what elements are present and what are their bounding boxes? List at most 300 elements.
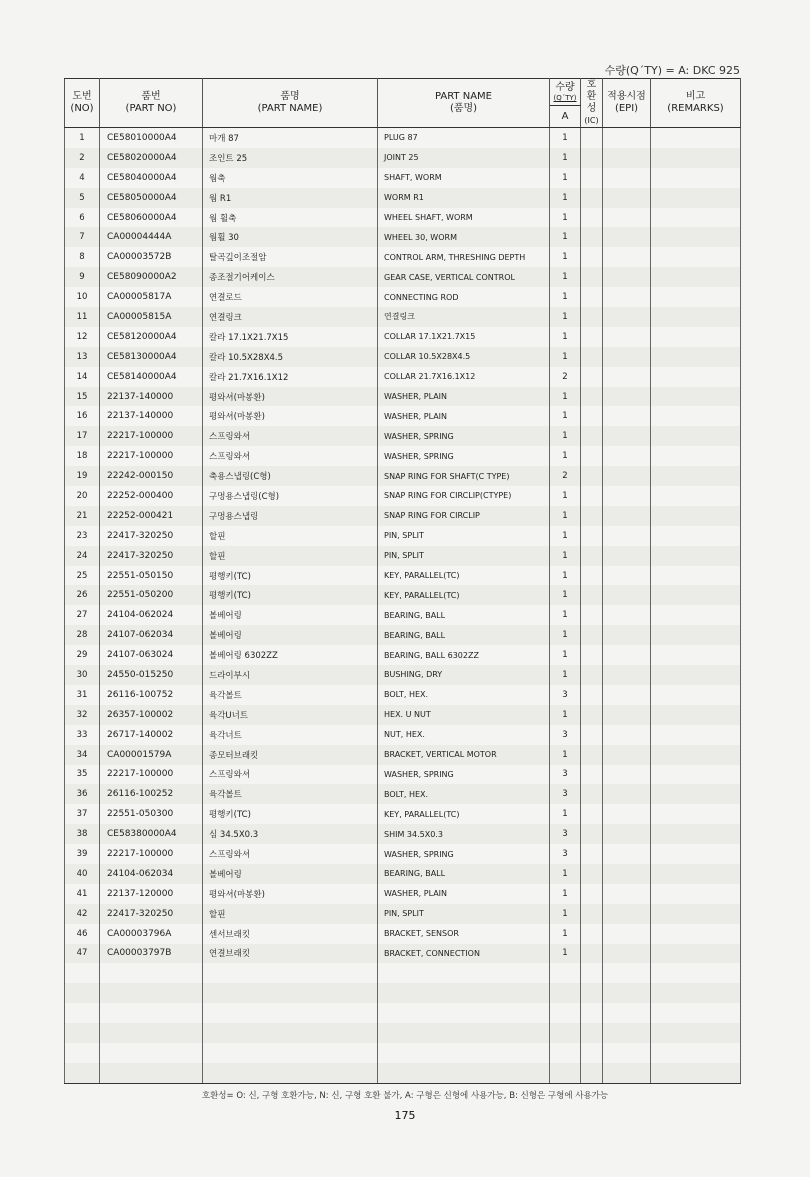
part-name-en-cell: CONNECTING ROD <box>378 287 550 307</box>
parts-table <box>64 78 741 1084</box>
part-name-ko-cell: 볼베어링 6302ZZ <box>203 645 378 665</box>
table-row <box>65 625 741 645</box>
remarks-cell <box>651 546 741 566</box>
part-name-en-cell: KEY, PARALLEL(TC) <box>378 804 550 824</box>
part-no-cell: 22551-050200 <box>100 585 203 605</box>
epi-cell <box>603 566 651 586</box>
part-number-index: 7 <box>65 227 100 247</box>
part-name-en-cell: WASHER, PLAIN <box>378 406 550 426</box>
ic-cell <box>581 148 603 168</box>
part-name-en-cell: WASHER, PLAIN <box>378 884 550 904</box>
part-name-ko-cell: 볼베어링 <box>203 864 378 884</box>
part-name-en-cell: WASHER, PLAIN <box>378 387 550 407</box>
qty-cell: 1 <box>550 904 581 924</box>
ic-cell <box>581 307 603 327</box>
part-number-index: 14 <box>65 367 100 387</box>
epi-cell <box>603 685 651 705</box>
part-number-index: 11 <box>65 307 100 327</box>
compatibility-footnote: 호환성= O: 신, 구형 호환가능, N: 신, 구형 호환 불가, A: 구형은 신형에 사용가능, B: 신형은 구형에 사용가능 <box>201 1091 609 1101</box>
part-number-index: 33 <box>65 725 100 745</box>
remarks-cell <box>651 924 741 944</box>
remarks-cell <box>651 307 741 327</box>
qty-cell: 3 <box>550 685 581 705</box>
part-number-index: 28 <box>65 625 100 645</box>
remarks-cell <box>651 725 741 745</box>
part-name-en-cell: WORM R1 <box>378 188 550 208</box>
qty-cell: 1 <box>550 566 581 586</box>
ic-cell <box>581 685 603 705</box>
ic-cell <box>581 347 603 367</box>
table-row <box>65 426 741 446</box>
qty-cell: 1 <box>550 645 581 665</box>
header-part-name-ko: 품명 (PART NAME) <box>203 79 378 128</box>
qty-cell: 1 <box>550 605 581 625</box>
table-row <box>65 267 741 287</box>
part-name-ko-cell: 구멍용스냅링 <box>203 506 378 526</box>
epi-cell <box>603 327 651 347</box>
blank-cell <box>203 1023 378 1043</box>
remarks-cell <box>651 208 741 228</box>
table-row <box>65 307 741 327</box>
part-name-en-cell: PIN, SPLIT <box>378 526 550 546</box>
remarks-cell <box>651 864 741 884</box>
ic-cell <box>581 188 603 208</box>
part-name-ko-cell: 볼베어링 <box>203 605 378 625</box>
part-name-ko-cell: 육각볼트 <box>203 685 378 705</box>
table-row <box>65 287 741 307</box>
epi-cell <box>603 526 651 546</box>
qty-cell: 3 <box>550 824 581 844</box>
remarks-cell <box>651 765 741 785</box>
blank-cell <box>550 963 581 983</box>
blank-cell <box>581 1003 603 1023</box>
blank-cell <box>65 1043 100 1063</box>
part-name-en-cell: GEAR CASE, VERTICAL CONTROL <box>378 267 550 287</box>
qty-cell: 1 <box>550 625 581 645</box>
part-name-ko-cell: 스프링와셔 <box>203 765 378 785</box>
part-no-cell: CE58060000A4 <box>100 208 203 228</box>
part-number-index: 35 <box>65 765 100 785</box>
table-row <box>65 128 741 148</box>
part-no-cell: 22217-100000 <box>100 426 203 446</box>
part-name-en-cell: BEARING, BALL <box>378 625 550 645</box>
blank-cell <box>65 983 100 1003</box>
part-name-en-cell: KEY, PARALLEL(TC) <box>378 585 550 605</box>
table-row <box>65 665 741 685</box>
ic-cell <box>581 705 603 725</box>
table-row <box>65 526 741 546</box>
blank-cell <box>581 1023 603 1043</box>
epi-cell <box>603 924 651 944</box>
part-name-en-cell: KEY, PARALLEL(TC) <box>378 566 550 586</box>
blank-cell <box>100 983 203 1003</box>
part-no-cell: 22137-120000 <box>100 884 203 904</box>
remarks-cell <box>651 387 741 407</box>
part-number-index: 19 <box>65 466 100 486</box>
table-row <box>65 844 741 864</box>
header-qty: 수량 (Q´TY) <box>550 79 581 106</box>
part-name-en-cell: NUT, HEX. <box>378 725 550 745</box>
ic-cell <box>581 844 603 864</box>
part-no-cell: 26357-100002 <box>100 705 203 725</box>
table-row <box>65 585 741 605</box>
part-no-cell: 22217-100000 <box>100 844 203 864</box>
part-name-ko-cell: 평행키(TC) <box>203 566 378 586</box>
header-remarks: 비고 (REMARKS) <box>651 79 741 128</box>
qty-cell: 3 <box>550 844 581 864</box>
part-no-cell: 24107-062034 <box>100 625 203 645</box>
blank-cell <box>65 1003 100 1023</box>
part-number-index: 23 <box>65 526 100 546</box>
epi-cell <box>603 367 651 387</box>
part-no-cell: 22137-140000 <box>100 387 203 407</box>
ic-cell <box>581 864 603 884</box>
ic-cell <box>581 227 603 247</box>
ic-cell <box>581 128 603 148</box>
quantity-note: 수량(Q´TY) = A: DKC 925 <box>604 64 740 77</box>
part-no-cell: CE58020000A4 <box>100 148 203 168</box>
table-row <box>65 367 741 387</box>
table-row <box>65 784 741 804</box>
part-no-cell: 22217-100000 <box>100 446 203 466</box>
part-name-ko-cell: 평와셔(마봉환) <box>203 387 378 407</box>
part-number-index: 40 <box>65 864 100 884</box>
table-row <box>65 904 741 924</box>
epi-cell <box>603 944 651 964</box>
ic-cell <box>581 924 603 944</box>
part-no-cell: 26116-100252 <box>100 784 203 804</box>
part-name-en-cell: COLLAR 17.1X21.7X15 <box>378 327 550 347</box>
ic-cell <box>581 367 603 387</box>
part-name-ko-cell: 평와셔(마봉환) <box>203 406 378 426</box>
table-row <box>65 486 741 506</box>
remarks-cell <box>651 526 741 546</box>
remarks-cell <box>651 168 741 188</box>
ic-cell <box>581 446 603 466</box>
part-number-index: 30 <box>65 665 100 685</box>
epi-cell <box>603 307 651 327</box>
part-no-cell: CE58090000A2 <box>100 267 203 287</box>
remarks-cell <box>651 605 741 625</box>
table-row <box>65 944 741 964</box>
part-name-en-cell: PLUG 87 <box>378 128 550 148</box>
part-name-en-cell: SHAFT, WORM <box>378 168 550 188</box>
table-row <box>65 406 741 426</box>
part-no-cell: CA00005815A <box>100 307 203 327</box>
part-no-cell: CE58140000A4 <box>100 367 203 387</box>
epi-cell <box>603 128 651 148</box>
epi-cell <box>603 406 651 426</box>
epi-cell <box>603 247 651 267</box>
part-no-cell: CE58010000A4 <box>100 128 203 148</box>
part-name-ko-cell: 웜휠 30 <box>203 227 378 247</box>
table-row <box>65 765 741 785</box>
part-number-index: 24 <box>65 546 100 566</box>
ic-cell <box>581 267 603 287</box>
remarks-cell <box>651 665 741 685</box>
part-name-ko-cell: 스프링와셔 <box>203 426 378 446</box>
ic-cell <box>581 765 603 785</box>
blank-cell <box>378 983 550 1003</box>
ic-cell <box>581 526 603 546</box>
table-row <box>65 566 741 586</box>
part-name-ko-cell: 심 34.5X0.3 <box>203 824 378 844</box>
remarks-cell <box>651 327 741 347</box>
part-name-en-cell: BEARING, BALL 6302ZZ <box>378 645 550 665</box>
remarks-cell <box>651 804 741 824</box>
table-row <box>65 188 741 208</box>
part-no-cell: CA00003796A <box>100 924 203 944</box>
ic-cell <box>581 168 603 188</box>
part-name-ko-cell: 웜 휠축 <box>203 208 378 228</box>
part-no-cell: CA00004444A <box>100 227 203 247</box>
ic-cell <box>581 804 603 824</box>
part-name-ko-cell: 칼라 17.1X21.7X15 <box>203 327 378 347</box>
remarks-cell <box>651 406 741 426</box>
part-no-cell: CA00003572B <box>100 247 203 267</box>
blank-cell <box>203 1063 378 1084</box>
ic-cell <box>581 566 603 586</box>
epi-cell <box>603 466 651 486</box>
table-row <box>65 227 741 247</box>
epi-cell <box>603 168 651 188</box>
part-name-ko-cell: 웜축 <box>203 168 378 188</box>
blank-cell <box>378 1043 550 1063</box>
table-row <box>65 466 741 486</box>
part-number-index: 25 <box>65 566 100 586</box>
remarks-cell <box>651 486 741 506</box>
part-number-index: 13 <box>65 347 100 367</box>
part-name-ko-cell: 육각볼트 <box>203 784 378 804</box>
part-number-index: 39 <box>65 844 100 864</box>
part-name-en-cell: COLLAR 21.7X16.1X12 <box>378 367 550 387</box>
epi-cell <box>603 884 651 904</box>
remarks-cell <box>651 585 741 605</box>
blank-cell <box>65 1023 100 1043</box>
blank-cell <box>603 963 651 983</box>
part-name-en-cell: PIN, SPLIT <box>378 546 550 566</box>
blank-row <box>65 1023 741 1043</box>
table-row <box>65 804 741 824</box>
ic-cell <box>581 904 603 924</box>
blank-cell <box>550 1023 581 1043</box>
blank-cell <box>603 1043 651 1063</box>
part-number-index: 4 <box>65 168 100 188</box>
part-number-index: 41 <box>65 884 100 904</box>
remarks-cell <box>651 247 741 267</box>
qty-cell: 1 <box>550 506 581 526</box>
blank-cell <box>100 963 203 983</box>
qty-cell: 1 <box>550 347 581 367</box>
blank-cell <box>581 963 603 983</box>
part-name-ko-cell: 육각너트 <box>203 725 378 745</box>
part-no-cell: CA00001579A <box>100 745 203 765</box>
part-name-ko-cell: 종조절기어케이스 <box>203 267 378 287</box>
part-no-cell: 24107-063024 <box>100 645 203 665</box>
table-row <box>65 327 741 347</box>
blank-row <box>65 1043 741 1063</box>
blank-cell <box>550 1003 581 1023</box>
part-name-en-cell: WHEEL 30, WORM <box>378 227 550 247</box>
remarks-cell <box>651 705 741 725</box>
table-row <box>65 247 741 267</box>
ic-cell <box>581 824 603 844</box>
qty-cell: 1 <box>550 227 581 247</box>
part-name-ko-cell: 평행키(TC) <box>203 804 378 824</box>
part-name-en-cell: WASHER, SPRING <box>378 446 550 466</box>
part-name-en-cell: WHEEL SHAFT, WORM <box>378 208 550 228</box>
qty-cell: 2 <box>550 466 581 486</box>
part-number-index: 16 <box>65 406 100 426</box>
epi-cell <box>603 605 651 625</box>
part-no-cell: 22551-050300 <box>100 804 203 824</box>
blank-cell <box>203 1043 378 1063</box>
table-row <box>65 924 741 944</box>
blank-cell <box>651 963 741 983</box>
blank-cell <box>550 1063 581 1084</box>
part-name-en-cell: CONTROL ARM, THRESHING DEPTH <box>378 247 550 267</box>
part-no-cell: 22551-050150 <box>100 566 203 586</box>
blank-cell <box>550 1043 581 1063</box>
part-name-ko-cell: 드라이부시 <box>203 665 378 685</box>
ic-cell <box>581 725 603 745</box>
part-no-cell: 22417-320250 <box>100 904 203 924</box>
epi-cell <box>603 227 651 247</box>
epi-cell <box>603 645 651 665</box>
epi-cell <box>603 486 651 506</box>
table-row <box>65 685 741 705</box>
blank-cell <box>203 1003 378 1023</box>
blank-cell <box>651 1023 741 1043</box>
blank-cell <box>603 983 651 1003</box>
table-row <box>65 546 741 566</box>
part-number-index: 46 <box>65 924 100 944</box>
remarks-cell <box>651 227 741 247</box>
remarks-cell <box>651 844 741 864</box>
part-number-index: 21 <box>65 506 100 526</box>
epi-cell <box>603 844 651 864</box>
epi-cell <box>603 267 651 287</box>
part-name-en-cell: BRACKET, VERTICAL MOTOR <box>378 745 550 765</box>
part-number-index: 20 <box>65 486 100 506</box>
qty-cell: 1 <box>550 745 581 765</box>
epi-cell <box>603 585 651 605</box>
ic-cell <box>581 387 603 407</box>
ic-cell <box>581 884 603 904</box>
part-name-ko-cell: 할핀 <box>203 546 378 566</box>
epi-cell <box>603 287 651 307</box>
remarks-cell <box>651 128 741 148</box>
epi-cell <box>603 546 651 566</box>
part-number-index: 31 <box>65 685 100 705</box>
part-name-en-cell: COLLAR 10.5X28X4.5 <box>378 347 550 367</box>
part-name-ko-cell: 평와셔(마봉환) <box>203 884 378 904</box>
part-number-index: 34 <box>65 745 100 765</box>
part-number-index: 47 <box>65 944 100 964</box>
ic-cell <box>581 784 603 804</box>
remarks-cell <box>651 745 741 765</box>
table-row <box>65 824 741 844</box>
part-no-cell: 24550-015250 <box>100 665 203 685</box>
part-no-cell: CE58130000A4 <box>100 347 203 367</box>
remarks-cell <box>651 148 741 168</box>
part-no-cell: 22252-000421 <box>100 506 203 526</box>
epi-cell <box>603 784 651 804</box>
qty-cell: 1 <box>550 387 581 407</box>
part-name-en-cell: BOLT, HEX. <box>378 685 550 705</box>
part-name-ko-cell: 연결로드 <box>203 287 378 307</box>
header-qty-a: A <box>550 106 581 128</box>
part-no-cell: CE58050000A4 <box>100 188 203 208</box>
header-epi: 적용시점 (EPI) <box>603 79 651 128</box>
part-number-index: 5 <box>65 188 100 208</box>
part-no-cell: 22417-320250 <box>100 546 203 566</box>
qty-cell: 1 <box>550 665 581 685</box>
part-number-index: 32 <box>65 705 100 725</box>
part-name-ko-cell: 연결브래킷 <box>203 944 378 964</box>
part-no-cell: 22417-320250 <box>100 526 203 546</box>
remarks-cell <box>651 426 741 446</box>
part-name-ko-cell: 볼베어링 <box>203 625 378 645</box>
qty-cell: 1 <box>550 287 581 307</box>
part-number-index: 42 <box>65 904 100 924</box>
part-number-index: 15 <box>65 387 100 407</box>
part-name-ko-cell: 스프링와셔 <box>203 844 378 864</box>
part-number-index: 36 <box>65 784 100 804</box>
part-name-en-cell: HEX. U NUT <box>378 705 550 725</box>
blank-cell <box>378 1023 550 1043</box>
part-number-index: 27 <box>65 605 100 625</box>
ic-cell <box>581 665 603 685</box>
blank-cell <box>65 1063 100 1084</box>
remarks-cell <box>651 904 741 924</box>
part-name-en-cell: SHIM 34.5X0.3 <box>378 824 550 844</box>
ic-cell <box>581 625 603 645</box>
table-row <box>65 387 741 407</box>
qty-cell: 1 <box>550 585 581 605</box>
blank-cell <box>651 1003 741 1023</box>
table-row <box>65 645 741 665</box>
table-row <box>65 168 741 188</box>
part-number-index: 12 <box>65 327 100 347</box>
remarks-cell <box>651 685 741 705</box>
blank-row <box>65 963 741 983</box>
remarks-cell <box>651 188 741 208</box>
table-row <box>65 347 741 367</box>
part-no-cell: CA00003797B <box>100 944 203 964</box>
part-number-index: 17 <box>65 426 100 446</box>
blank-cell <box>378 1063 550 1084</box>
blank-cell <box>378 963 550 983</box>
part-no-cell: 26717-140002 <box>100 725 203 745</box>
part-name-ko-cell: 육각U너트 <box>203 705 378 725</box>
qty-cell: 1 <box>550 804 581 824</box>
epi-cell <box>603 188 651 208</box>
qty-cell: 1 <box>550 128 581 148</box>
qty-cell: 1 <box>550 924 581 944</box>
blank-cell <box>581 983 603 1003</box>
part-name-en-cell: BUSHING, DRY <box>378 665 550 685</box>
epi-cell <box>603 446 651 466</box>
ic-cell <box>581 208 603 228</box>
remarks-cell <box>651 506 741 526</box>
ic-cell <box>581 486 603 506</box>
part-name-en-cell: SNAP RING FOR SHAFT(C TYPE) <box>378 466 550 486</box>
ic-cell <box>581 426 603 446</box>
part-name-ko-cell: 구멍용스냅링(C형) <box>203 486 378 506</box>
qty-cell: 1 <box>550 546 581 566</box>
blank-cell <box>100 1063 203 1084</box>
